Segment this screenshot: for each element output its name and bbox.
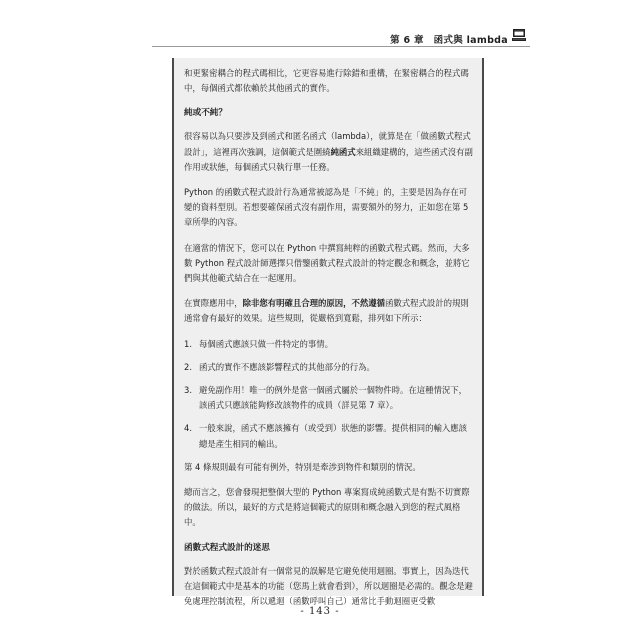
paragraph-summary: 總而言之，您會發現把整個大型的 Python 專案寫成純函數式是有點不切實際的做法。所以，最好的方式是將這個範式的原則和概念融入到您的程式風格中。 (184, 487, 470, 528)
paragraph-pure-code: 在適當的情況下，您可以在 Python 中撰寫純粹的函數式程式碼。然而，大多數 Python 程式設計師選擇只借鑒函數式程式設計的特定觀念和概念，並將它們與其他範式結合在一起運用。 (184, 242, 470, 284)
chapter-title: 第 6 章 函式與 lambda (390, 35, 508, 46)
paragraph-python-impure: Python 的函數式程式設計行為通常被認為是「不純」的，主要是因為存在可變的資料型別。若想要確保函式沒有副作用，需要額外的努力，正如您在第 5 章所學的內容。 (184, 187, 469, 228)
bold-pure-functions: 純函式 (330, 146, 356, 157)
header-rule (152, 46, 530, 47)
page-number: - 143 - (300, 606, 340, 617)
paragraph-coupling: 和更緊密耦合的程式碼相比，它更容易進行除錯和重構，在緊密耦合的程式碼中，每個函式都依賴於其他函式的實作。 (184, 68, 469, 94)
computer-icon (512, 28, 526, 42)
list-item: 2. 函式的實作不應該影響程式的其他部分的行為。 (184, 361, 375, 372)
paragraph-rule-four: 第 4 條規則最有可能有例外，特別是牽涉到物件和類別的情況。 (184, 461, 421, 472)
paragraph-loops: 對於函數式程式設計有一個常見的誤解是它避免使用迴圈。事實上，因為迭代在這個範式中是基本的功能（您馬上就會看到），所以迴圈是必需的。觀念是避免處理控制流程，所以遞迴（函數呼叫自己）通常比手動迴圈更受歡 (184, 565, 473, 607)
list-item: 4. 一般來說，函式不應該擁有（或受到）狀態的影響。提供相同的輸入應該總是產生相同的輸出。 (184, 423, 467, 449)
list-item: 1. 每個函式應該只做一件特定的事情。 (184, 338, 333, 349)
page-header (0, 24, 640, 46)
bold-reason: 除非您有明確且合理的原因，不然遵循 (242, 298, 385, 309)
heading-myths: 函數式程式設計的迷思 (184, 542, 270, 553)
content-panel (172, 58, 484, 607)
heading-pure-or-impure: 純或不純？ (184, 108, 227, 119)
paragraph-pure-functions: 很容易以為只要涉及到函式和匿名函式（lambda），就算是在「做函數式程式設計」，這裡再次強調，這個範式是圍繞純函式來組織建構的，這些函式沒有副作用或狀態，每個函式只執行單一任務。 (184, 131, 473, 172)
paragraph-rules-intro: 在實際應用中，除非您有明確且合理的原因，不然遵循函數式程式設計的規則通常會有最好的效果。這些規則，從嚴格到寬鬆，排列如下所示： (184, 298, 469, 324)
list-item: 3. 避免副作用！唯一的例外是當一個函式屬於一個物件時。在這種情況下，該函式只應該能夠修改該物件的成員（詳見第 7 章）。 (184, 385, 467, 411)
rules-list (184, 337, 473, 452)
